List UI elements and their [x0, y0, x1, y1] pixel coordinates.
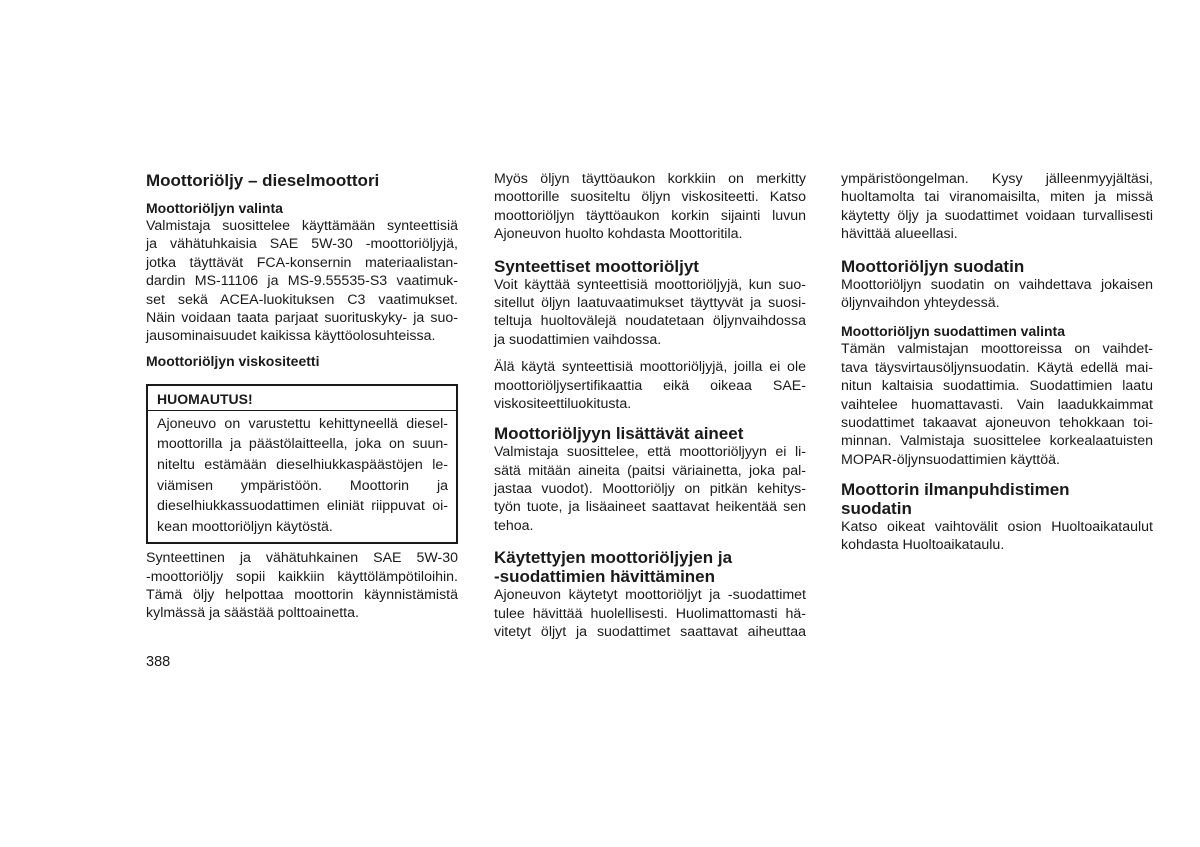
text-line: ja vähätuhkaisia SAE 5W-30 -moottoriöljyjä, — [146, 236, 458, 253]
text-line: Valmistaja suosittelee käyttämään synteettisiä — [146, 218, 458, 234]
text-line: jotka täyttävät FCA-konsernin materiaalistan- — [146, 254, 458, 271]
text-line: nitun kaltaisia suodattimia. Suodattimien laatu — [841, 378, 1153, 395]
text-line: vitetyt öljyt ja suodattimet saattavat aiheuttaa — [494, 624, 806, 641]
text-line: Ajoneuvon käytetyt moottoriöljyt ja -suodattimet — [494, 587, 806, 604]
paragraph-do-not-use — [494, 358, 806, 413]
paragraph-oil-filter — [841, 276, 1153, 313]
text-line: Synteettinen ja vähätuhkainen SAE 5W-30 — [146, 550, 458, 567]
heading-text: -suodattimien hävittäminen — [494, 567, 716, 587]
page-number: 388 — [146, 654, 171, 670]
text-line: set sekä ACEA-luokituksen C3 vaatimukset. — [146, 291, 458, 308]
text-line: moottorille suositeltu öljyn viskositeetti. Katso — [494, 189, 806, 206]
text-line: käytetty öljy ja suodattimet voidaan turvallisesti — [841, 207, 1153, 224]
text-line: dardin MS-11106 ja MS-9.55535-S3 vaatimuk- — [146, 273, 458, 290]
heading-text: Synteettiset moottoriöljyt — [494, 256, 699, 276]
text-line: moottoriöljyn täyttöaukon korkin sijainti luvun — [494, 207, 806, 224]
text-line: vaihtelee huomattavasti. Vain laadukkaimmat — [841, 396, 1153, 413]
notice-line: dieselhiukkassuodattimen eliniät riippuvat oi- — [157, 498, 448, 515]
text-line: Myös öljyn täyttöaukon korkkiin on merkitty — [494, 171, 806, 187]
text-line: sitellut öljyn laatuvaatimukset täyttyvät ja suosi- — [494, 294, 806, 311]
text-line: jausominaisuudet kaikissa käyttöolosuhteissa. — [146, 328, 436, 345]
column-middle — [494, 170, 806, 641]
text-line: kohdasta Huoltoaikataulu. — [841, 537, 1005, 554]
text-line: teltuja huoltovälejä noudatetaan öljynvaihdossa — [494, 313, 806, 330]
paragraph-environment — [841, 170, 1153, 244]
text-line: Voit käyttää synteettisiä moottoriöljyjä, kun suo- — [494, 276, 806, 293]
text-line: Ajoneuvon huolto kohdasta Moottoritila. — [494, 226, 743, 243]
text-line: Näin voidaan taata parjaat suorituskyky- ja suo- — [146, 309, 458, 326]
text-line: moottoriöljysertifikaattia eikä oikeaa SAE- — [494, 377, 806, 394]
section-title-diesel-oil — [146, 171, 458, 190]
heading-synthetic-oils — [494, 257, 806, 276]
text-line: tulee hävittää huolellisesti. Huolimattomasti hä- — [494, 605, 806, 622]
paragraph-filler-cap — [494, 170, 806, 244]
paragraph-filter-selection — [841, 340, 1153, 469]
text-line: minnan. Valmistaja suosittelee korkealaatuisten — [841, 433, 1153, 450]
notice-title: HUOMAUTUS! — [157, 390, 253, 407]
text-line: Tämän valmistajan moottoreissa on vaihdet- — [841, 341, 1153, 358]
text-line: hävittää alueellasi. — [841, 226, 958, 243]
notice-line: niteltu estämään dieselhiukkaspäästöjen le- — [157, 456, 448, 473]
text-line: Moottoriöljyn suodatin on vaihdettava jokaisen — [841, 276, 1153, 293]
column-right — [841, 170, 1153, 555]
text-line: ympäristöongelman. Kysy jälleenmyyjältäsi, — [841, 171, 1153, 187]
heading-additives — [494, 424, 806, 443]
heading-oil-selection: Moottoriöljyn valinta — [146, 200, 283, 216]
text-line: tava täysvirtausöljynsuodatin. Käytä edellä mai- — [841, 359, 1153, 376]
heading-text: suodatin — [841, 499, 912, 519]
notice-line: moottorilla ja päästölaitteella, joka on suun- — [157, 436, 448, 453]
notice-divider — [148, 410, 456, 411]
heading-text: Moottoriöljyyn lisättävät aineet — [494, 424, 744, 444]
title-text: Moottoriöljy – dieselmoottori — [146, 171, 380, 190]
heading-disposal — [494, 548, 806, 586]
text-line: -moottoriöljy sopii kaikkiin käyttölämpötiloihin. — [146, 568, 458, 585]
text-line: suodattimet takaavat ajoneuvon tehokkaan toi- — [841, 414, 1153, 431]
notice-line: Ajoneuvo on varustettu kehittyneellä diesel- — [157, 415, 448, 432]
paragraph-air-filter — [841, 518, 1153, 555]
paragraph-synthetic-oils — [494, 276, 806, 350]
text-line: öljynvaihdon yhteydessä. — [841, 294, 1000, 311]
heading-oil-viscosity: Moottoriöljyn viskositeetti — [146, 352, 320, 369]
text-line: MOPAR-öljynsuodattimien käyttöä. — [841, 451, 1060, 468]
text-line: Älä käytä synteettisiä moottoriöljyjä, joilla ei ole — [494, 359, 806, 376]
heading-text: Käytettyjen moottoriöljyjen ja — [494, 548, 733, 568]
heading-filter-selection: Moottoriöljyn suodattimen valinta — [841, 323, 1066, 340]
notice-box — [146, 384, 458, 545]
paragraph-oil-selection — [146, 217, 458, 346]
text-line: sätä mitään aineita (paitsi väriainetta, joka pal- — [494, 462, 806, 479]
text-line: viskositeettiluokitusta. — [494, 395, 632, 412]
column-left — [146, 170, 458, 623]
text-line: Katso oikeat vaihtovälit osion Huoltoaikataulut — [841, 519, 1153, 536]
text-line: huoltamolta tai viranomaisilta, miten ja missä — [841, 189, 1153, 206]
text-line: Tämä öljy helpottaa moottorin käynnistämistä — [146, 587, 458, 604]
paragraph-disposal — [494, 586, 806, 641]
paragraph-additives — [494, 443, 806, 535]
heading-text: Moottoriöljyn suodatin — [841, 256, 1025, 276]
text-line: jastaa vuodot). Moottoriöljy on pitkän kehitys- — [494, 481, 806, 498]
text-line: työn tuote, ja lisäaineet saattavat heikentää sen — [494, 499, 806, 516]
heading-oil-filter — [841, 257, 1153, 276]
text-line: ja suodattimien vaihdossa. — [494, 331, 662, 348]
text-line: kylmässä ja säästää polttoainetta. — [146, 605, 359, 622]
heading-air-filter — [841, 480, 1153, 518]
text-line: tehoa. — [494, 517, 534, 534]
text-line: Valmistaja suosittelee, että moottoriöljyyn ei li- — [494, 444, 806, 461]
heading-text: Moottorin ilmanpuhdistimen — [841, 480, 1070, 500]
notice-line: kean moottoriöljyn käytöstä. — [157, 518, 333, 535]
paragraph-synthetic-low-ash — [146, 549, 458, 623]
notice-line: viämisen ympäristöön. Moottorin ja — [157, 477, 448, 494]
